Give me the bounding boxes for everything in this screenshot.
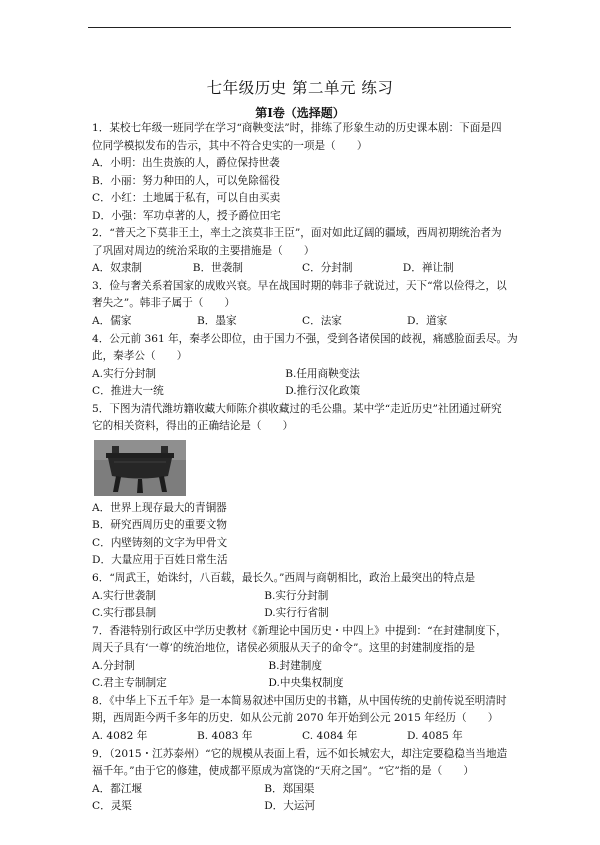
question-4-stem: 4．公元前 361 年，秦孝公即位，由于国力不强，受到各诸侯国的歧视，痛感脸面丢尽。为	[92, 332, 518, 345]
question-4	[92, 331, 518, 401]
question-8-option-a[interactable]: A. 4082 年	[92, 729, 148, 742]
question-9-options-cd	[92, 798, 512, 816]
question-5-option-c[interactable]: C．内壁铸刻的文字为甲骨文	[92, 536, 228, 549]
question-1-option-d[interactable]: D．小强：军功卓著的人，授予爵位田宅	[92, 209, 281, 222]
question-list	[92, 120, 518, 816]
question-6	[92, 570, 512, 623]
question-9	[92, 746, 512, 816]
question-5-option-d[interactable]: D．大量应用于百姓日常生活	[92, 554, 228, 567]
question-6-stem: 6．“周武王，始诛纣，八百载，最长久。”西周与商朝相比，政治上最突出的特点是	[92, 572, 476, 585]
question-4-stem-cont: 此，秦孝公（ ）	[92, 350, 188, 363]
question-2-options	[92, 260, 512, 278]
question-1	[92, 120, 512, 225]
question-8-stem-cont: 期，西周距今两千多年的历史．如从公元前 2070 年开始到公元 2015 年经历（ ）	[92, 712, 499, 725]
question-5-option-a[interactable]: A．世界上现存最大的青铜器	[92, 501, 227, 514]
question-7-option-a[interactable]: A.分封制	[92, 659, 135, 672]
question-9-option-d[interactable]: D．大运河	[264, 800, 316, 813]
question-9-option-c[interactable]: C．灵渠	[92, 800, 132, 813]
question-2-option-d[interactable]: D．禅让制	[402, 262, 454, 275]
question-7-option-c[interactable]: C.君主专制制定	[92, 677, 167, 690]
question-3-option-c[interactable]: C．法家	[302, 315, 342, 328]
question-2-option-c[interactable]: C．分封制	[301, 262, 353, 275]
question-3-option-a[interactable]: A．儒家	[92, 315, 132, 328]
section-heading: 第Ⅰ卷（选择题）	[255, 106, 345, 120]
question-1-option-c[interactable]: C．小红：土地属于私有，可以自由买卖	[92, 192, 281, 205]
question-9-stem-cont: 福千年。”由于它的修建，使成都平原成为富饶的“天府之国”。“它”指的是（ ）	[92, 765, 474, 778]
page-title: 七年级历史 第二单元 练习	[206, 79, 394, 97]
question-8-options	[92, 728, 512, 746]
question-6-options-ab	[92, 588, 512, 606]
question-2-stem: 2．“普天之下莫非王土，率土之滨莫非王臣”，面对如此辽阔的疆域，西周初期统治者为	[92, 227, 502, 240]
question-1-stem-cont: 位同学模拟发布的告示，其中不符合史实的一项是（ ）	[92, 139, 368, 152]
question-2-stem-cont: 了巩固对周边的统治采取的主要措施是（ ）	[92, 244, 315, 257]
question-3-option-b[interactable]: B．墨家	[197, 315, 237, 328]
question-3-stem: 3．俭与奢关系着国家的成败兴衰。早在战国时期的韩非子就说过，天下“常以俭得之，以	[92, 279, 507, 292]
question-8-stem: 8．《中华上下五千年》是一本简易叙述中国历史的书籍，从中国传统的史前传说至明清时	[92, 694, 507, 707]
question-9-options-ab	[92, 781, 512, 799]
question-3-options	[92, 313, 512, 331]
question-8-option-c[interactable]: C. 4084 年	[302, 729, 358, 742]
question-7-options-cd	[92, 675, 512, 693]
question-9-stem: 9．（2015・江苏泰州）“它的规模从表面上看，远不如长城宏大，却注定要稳稳当当地造	[92, 747, 508, 760]
question-3	[92, 278, 512, 331]
question-2	[92, 225, 512, 278]
question-4-option-b[interactable]: B.任用商鞅变法	[285, 367, 360, 380]
question-6-options-cd	[92, 605, 512, 623]
question-6-option-c[interactable]: C.实行郡县制	[92, 607, 157, 620]
question-5	[92, 401, 512, 570]
question-2-option-b[interactable]: B．世袭制	[192, 262, 243, 275]
question-1-stem: 1．某校七年级一班同学在学习“商鞅变法”时，排练了形象生动的历史课本剧：下面是四	[92, 122, 502, 134]
question-6-option-b[interactable]: B.实行分封制	[264, 589, 329, 602]
question-4-options-cd	[92, 383, 512, 401]
maogong-ding-photo	[94, 440, 186, 496]
question-4-option-c[interactable]: C．推进大一统	[92, 385, 164, 398]
question-7-stem: 7．香港特别行政区中学历史教材《新理论中国历史・中四上》中提到：“在封建制度下，	[92, 624, 507, 637]
header-rule	[88, 27, 511, 28]
question-5-stem: 5．下图为清代潍坊籍收藏大师陈介祺收藏过的毛公鼎。某中学“走近历史”社团通过研究	[92, 402, 502, 415]
ding-photo-container	[92, 436, 512, 500]
question-6-option-a[interactable]: A.实行世袭制	[92, 589, 156, 602]
question-1-option-b[interactable]: B．小丽：努力种田的人，可以免除徭役	[92, 174, 280, 187]
question-5-option-b[interactable]: B．研究西周历史的重要文物	[92, 519, 227, 532]
question-8-option-d[interactable]: D. 4085 年	[407, 729, 463, 742]
question-4-option-a[interactable]: A.实行分封制	[92, 367, 156, 380]
question-7-option-d[interactable]: D.中央集权制度	[268, 677, 344, 690]
bronze-ding-icon	[94, 440, 186, 496]
question-2-option-a[interactable]: A．奴隶制	[92, 262, 143, 275]
question-7-stem-cont: 周天子具有‘一尊’的统治地位，诸侯必须服从天子的命令”。这里的封建制度指的是	[92, 642, 475, 655]
question-5-stem-cont: 它的相关资料，得出的正确结论是（ ）	[92, 420, 294, 433]
question-9-option-a[interactable]: A．都江堰	[92, 782, 143, 795]
question-9-option-b[interactable]: B．郑国渠	[264, 782, 315, 795]
question-6-option-d[interactable]: D.实行行省制	[264, 607, 329, 620]
question-7-option-b[interactable]: B.封建制度	[268, 659, 322, 672]
question-1-option-a[interactable]: A．小明：出生贵族的人，爵位保持世袭	[92, 157, 280, 170]
question-8-option-b[interactable]: B. 4083 年	[197, 729, 253, 742]
question-3-option-d[interactable]: D．道家	[407, 315, 448, 328]
question-8	[92, 693, 512, 746]
question-3-stem-cont: 奢失之”。韩非子属于（ ）	[92, 297, 236, 310]
question-7	[92, 623, 512, 693]
question-7-options-ab	[92, 658, 512, 676]
question-4-options-ab	[92, 366, 512, 384]
question-4-option-d[interactable]: D.推行汉化政策	[285, 385, 361, 398]
